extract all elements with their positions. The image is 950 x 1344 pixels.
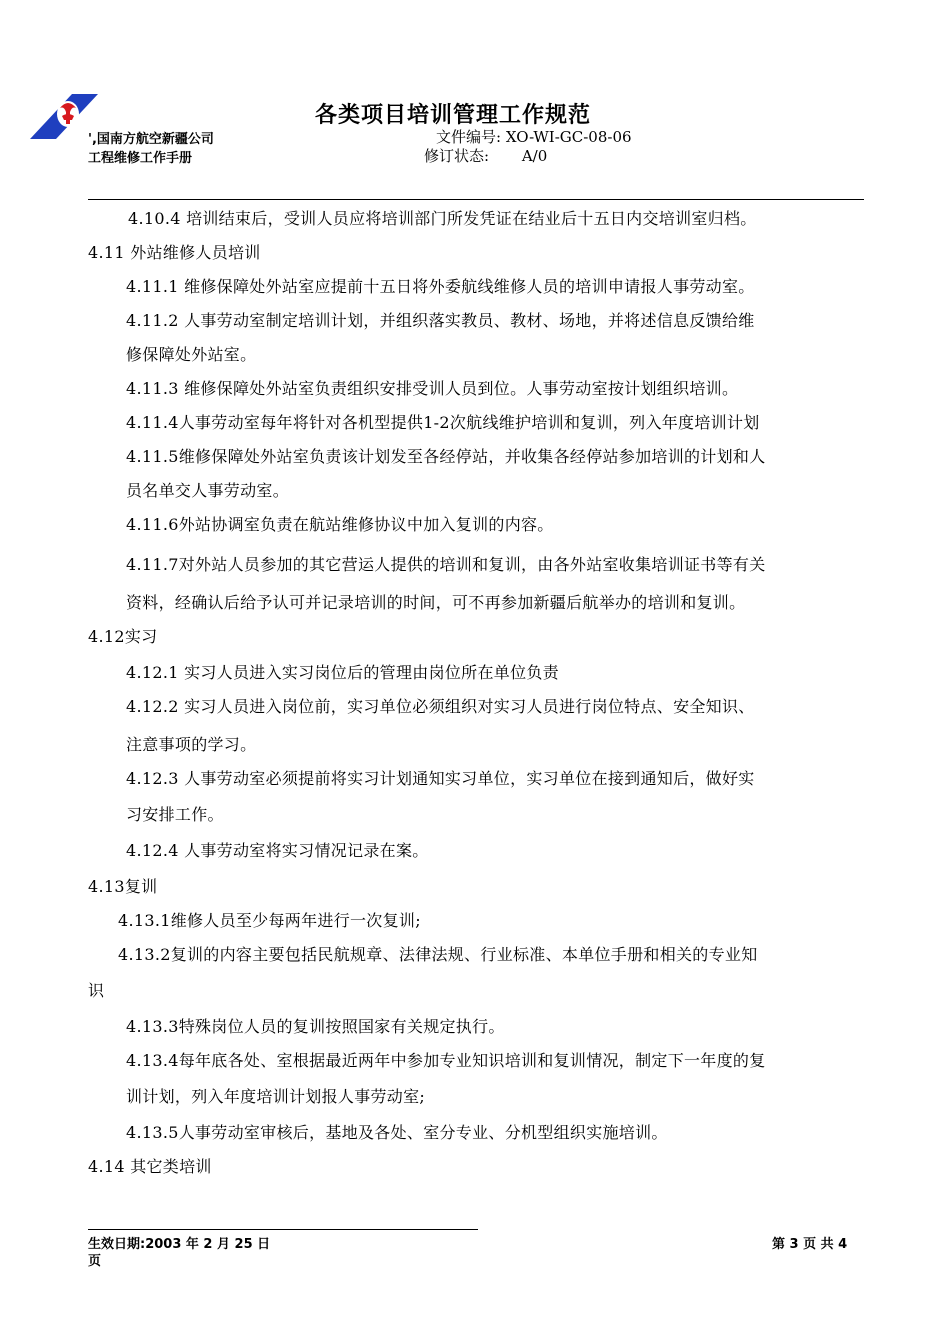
paragraph-line: 4.12.2 实习人员进入岗位前，实习单位必须组织对实习人员进行岗位特点、安全知识、 xyxy=(126,697,755,716)
paragraph-line: 4.13.3特殊岗位人员的复训按照国家有关规定执行。 xyxy=(126,1017,505,1036)
paragraph-line: 资料，经确认后给予认可并记录培训的时间，可不再参加新疆后航举办的培训和复训。 xyxy=(126,593,746,612)
section-heading: 4.13复训 xyxy=(88,877,158,896)
paragraph-line: 4.11.4人事劳动室每年将针对各机型提供1-2次航线维护培训和复训，列入年度培训计划 xyxy=(126,413,760,432)
revision-label: 修订状态: xyxy=(424,147,490,165)
paragraph-line: 4.10.4 培训结束后，受训人员应将培训部门所发凭证在结业后十五日内交培训室归档。 xyxy=(128,209,757,228)
paragraph-line: 4.13.4每年底各处、室根据最近两年中参加专业知识培训和复训情况，制定下一年度的复 xyxy=(126,1051,766,1070)
paragraph-line: 识 xyxy=(88,981,105,1000)
paragraph-line: 习安排工作。 xyxy=(126,805,224,824)
page-title: 各类项目培训管理工作规范 xyxy=(315,103,592,128)
section-heading: 4.12实习 xyxy=(88,627,158,646)
paragraph-line: 修保障处外站室。 xyxy=(126,345,257,364)
paragraph-line: 注意事项的学习。 xyxy=(126,735,257,754)
footer-divider xyxy=(88,1229,478,1230)
paragraph-line: 4.13.5人事劳动室审核后，基地及各处、室分专业、分机型组织实施培训。 xyxy=(126,1123,668,1142)
doc-number-label: 文件编号: xyxy=(436,128,502,146)
paragraph-line: 4.12.3 人事劳动室必须提前将实习计划通知实习单位，实习单位在接到通知后，做好实 xyxy=(126,769,755,788)
doc-number-value: XO-WI-GC-08-06 xyxy=(505,128,632,146)
paragraph-line: 4.11.6外站协调室负责在航站维修协议中加入复训的内容。 xyxy=(126,515,554,534)
page-number: 第 3 页 共 4 xyxy=(772,1237,848,1252)
paragraph-line: 4.11.3 维修保障处外站室负责组织安排受训人员到位。人事劳动室按计划组织培训。 xyxy=(126,379,739,398)
paragraph-line: 4.13.1维修人员至少每两年进行一次复训; xyxy=(118,911,421,930)
paragraph-line: 训计划，列入年度培训计划报人事劳动室; xyxy=(126,1087,426,1106)
doc-number xyxy=(436,126,632,147)
revision-value: A/0 xyxy=(521,147,548,165)
paragraph-line: 员名单交人事劳动室。 xyxy=(126,481,290,500)
paragraph-line: 4.12.4 人事劳动室将实习情况记录在案。 xyxy=(126,841,429,860)
section-heading: 4.14 其它类培训 xyxy=(88,1157,212,1176)
section-heading: 4.11 外站维修人员培训 xyxy=(88,243,261,262)
header-divider xyxy=(88,199,864,200)
paragraph-line: 4.11.2 人事劳动室制定培训计划，并组织落实教员、教材、场地，并将述信息反馈给维 xyxy=(126,311,755,330)
effective-date: 生效日期:2003 年 2 月 25 日 xyxy=(88,1237,271,1252)
paragraph-line: 4.11.1 维修保障处外站室应提前十五日将外委航线维修人员的培训申请报人事劳动室。 xyxy=(126,277,755,296)
company-name: ',国南方航空新疆公司 xyxy=(88,132,214,147)
paragraph-line: 4.11.5维修保障处外站室负责该计划发至各经停站，并收集各经停站参加培训的计划和人 xyxy=(126,447,766,466)
paragraph-line: 4.11.7对外站人员参加的其它营运人提供的培训和复训，由各外站室收集培训证书等有关 xyxy=(126,555,766,574)
paragraph-line: 4.12.1 实习人员进入实习岗位后的管理由岗位所在单位负责 xyxy=(126,663,559,682)
page-number-continued: 页 xyxy=(88,1254,102,1269)
revision-status xyxy=(424,145,547,166)
paragraph-line: 4.13.2复训的内容主要包括民航规章、法律法规、行业标准、本单位手册和相关的专业知 xyxy=(118,945,758,964)
manual-name: 工程维修工作手册 xyxy=(88,151,193,166)
